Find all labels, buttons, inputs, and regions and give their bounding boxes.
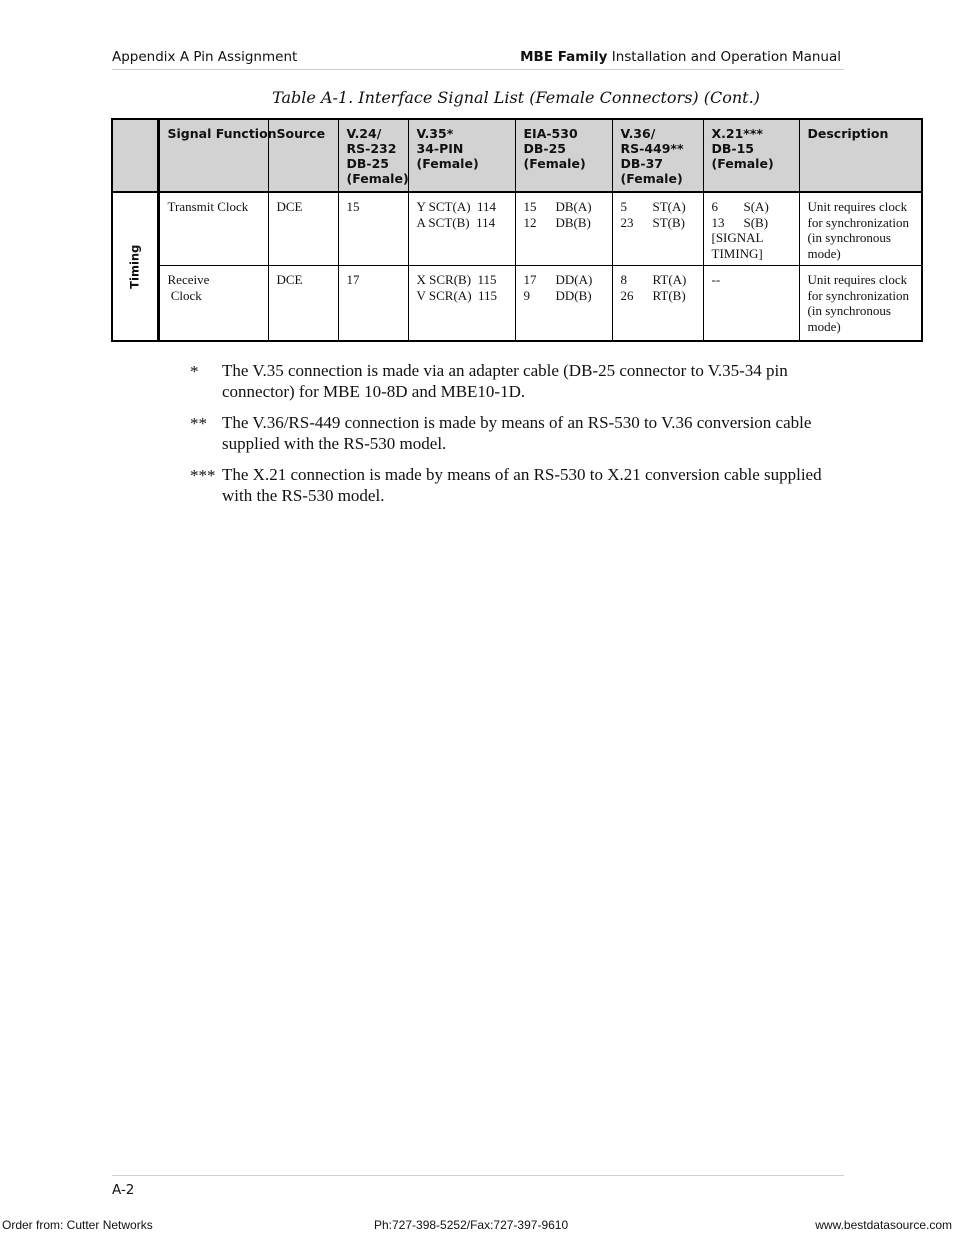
pin-number: 15 [523, 199, 537, 214]
footnote [190, 464, 840, 506]
order-from-text: Order from: Cutter Networks [2, 1218, 153, 1232]
cell-v24-pin: 17 [338, 266, 408, 342]
pin-signal: DB(A) [555, 199, 592, 214]
pin-number: 13 [711, 214, 725, 230]
pin-line [524, 272, 608, 288]
cell-source: DCE [268, 192, 338, 266]
cell-v24-pin: 15 [338, 192, 408, 266]
footnote-mark: * [190, 362, 199, 381]
footnote-text: The V.35 connection is made via an adapter cable (DB-25 connector to V.35-34 pin connector) for MBE 10-8D and MBE10-1D. [222, 361, 788, 401]
pin-line [712, 215, 795, 231]
v35-pin-line: A SCT(B) 114 [416, 214, 496, 230]
table-caption: Table A-1. Interface Signal List (Female Connectors) (Cont.) [272, 88, 760, 107]
cell-x21-pins: -- [703, 266, 799, 342]
cell-eia530-pins [515, 266, 612, 342]
manual-title-rest: Installation and Operation Manual [607, 49, 841, 65]
pin-signal: RT(A) [652, 272, 687, 287]
running-header-section: Appendix A Pin Assignment [112, 49, 298, 65]
pin-number: 9 [523, 287, 530, 303]
pin-line [621, 215, 699, 231]
pin-signal: DD(A) [555, 272, 593, 287]
footnote [190, 360, 840, 402]
cell-v36-pins [612, 266, 703, 342]
pin-signal: ST(A) [652, 199, 686, 214]
col-header-v35: V.35* 34-PIN (Female) [408, 119, 515, 192]
group-label: Timing [127, 244, 142, 290]
pin-line [524, 215, 608, 231]
footnote [190, 412, 840, 454]
pin-line [621, 288, 699, 304]
col-header-eia530: EIA-530 DB-25 (Female) [515, 119, 612, 192]
pin-signal: DD(B) [555, 287, 592, 303]
pin-signal: RT(B) [652, 287, 686, 303]
table-row [112, 266, 922, 342]
cell-description: Unit requires clock for synchronization (in synchronous mode) [799, 266, 922, 342]
table-row [112, 192, 922, 266]
pin-line [621, 199, 699, 215]
pin-number: 17 [523, 272, 537, 287]
footnote-mark: ** [190, 414, 207, 433]
page-number: A-2 [112, 1182, 135, 1198]
cell-eia530-pins [515, 192, 612, 266]
col-header-v24: V.24/ RS-232 DB-25 (Female) [338, 119, 408, 192]
col-header-x21: X.21*** DB-15 (Female) [703, 119, 799, 192]
interface-signal-table [111, 118, 923, 342]
v35-pin-line: X SCR(B) 115 [416, 272, 497, 287]
pin-signal: ST(B) [652, 214, 685, 230]
pin-line [621, 272, 699, 288]
cell-description: Unit requires clock for synchronization (in synchronous mode) [799, 192, 922, 266]
cell-v36-pins [612, 192, 703, 266]
cell-x21-pins [703, 192, 799, 266]
pin-line [524, 288, 608, 304]
running-header-manual-title [520, 49, 841, 65]
col-header-v36: V.36/ RS-449** DB-37 (Female) [612, 119, 703, 192]
table-header-row [112, 119, 922, 192]
pin-number: 23 [620, 214, 634, 230]
pin-signal: S(A) [743, 199, 769, 214]
pin-line [712, 199, 795, 215]
pin-number: 12 [523, 214, 537, 230]
cell-signal-function: Receive Clock [158, 266, 268, 342]
v35-pin-line: Y SCT(A) 114 [416, 199, 497, 214]
pin-number: 6 [711, 199, 718, 214]
col-header-description: Description [799, 119, 922, 192]
col-header-source: Source [268, 119, 338, 192]
table-footnotes [190, 360, 840, 516]
pin-number: 26 [620, 287, 634, 303]
group-cell-timing [112, 192, 158, 341]
pin-number: 8 [620, 272, 627, 287]
cell-source: DCE [268, 266, 338, 342]
cell-signal-function: Transmit Clock [158, 192, 268, 266]
x21-signal-note: [SIGNAL TIMING] [711, 230, 764, 261]
cell-v35-pins [408, 192, 515, 266]
header-rule [112, 69, 844, 70]
footer-rule [112, 1175, 844, 1176]
manual-family-name: MBE Family [520, 49, 608, 65]
phone-fax-text: Ph:727-398-5252/Fax:727-397-9610 [374, 1218, 569, 1232]
pin-line [524, 199, 608, 215]
pin-signal: DB(B) [555, 214, 591, 230]
pin-signal: S(B) [743, 214, 769, 230]
pin-number: 5 [620, 199, 627, 214]
cell-v35-pins [408, 266, 515, 342]
footnote-text: The X.21 connection is made by means of an RS-530 to X.21 conversion cable supplied with the RS-530 model. [222, 465, 822, 505]
website-link[interactable]: www.bestdatasource.com [815, 1218, 952, 1232]
footnote-text: The V.36/RS-449 connection is made by means of an RS-530 to V.36 conversion cable supplied with the RS-530 model. [222, 413, 812, 453]
col-header-group [112, 119, 158, 192]
footnote-mark: *** [190, 466, 216, 485]
col-header-signal-function: Signal Function [158, 119, 268, 192]
v35-pin-line: V SCR(A) 115 [416, 287, 498, 303]
